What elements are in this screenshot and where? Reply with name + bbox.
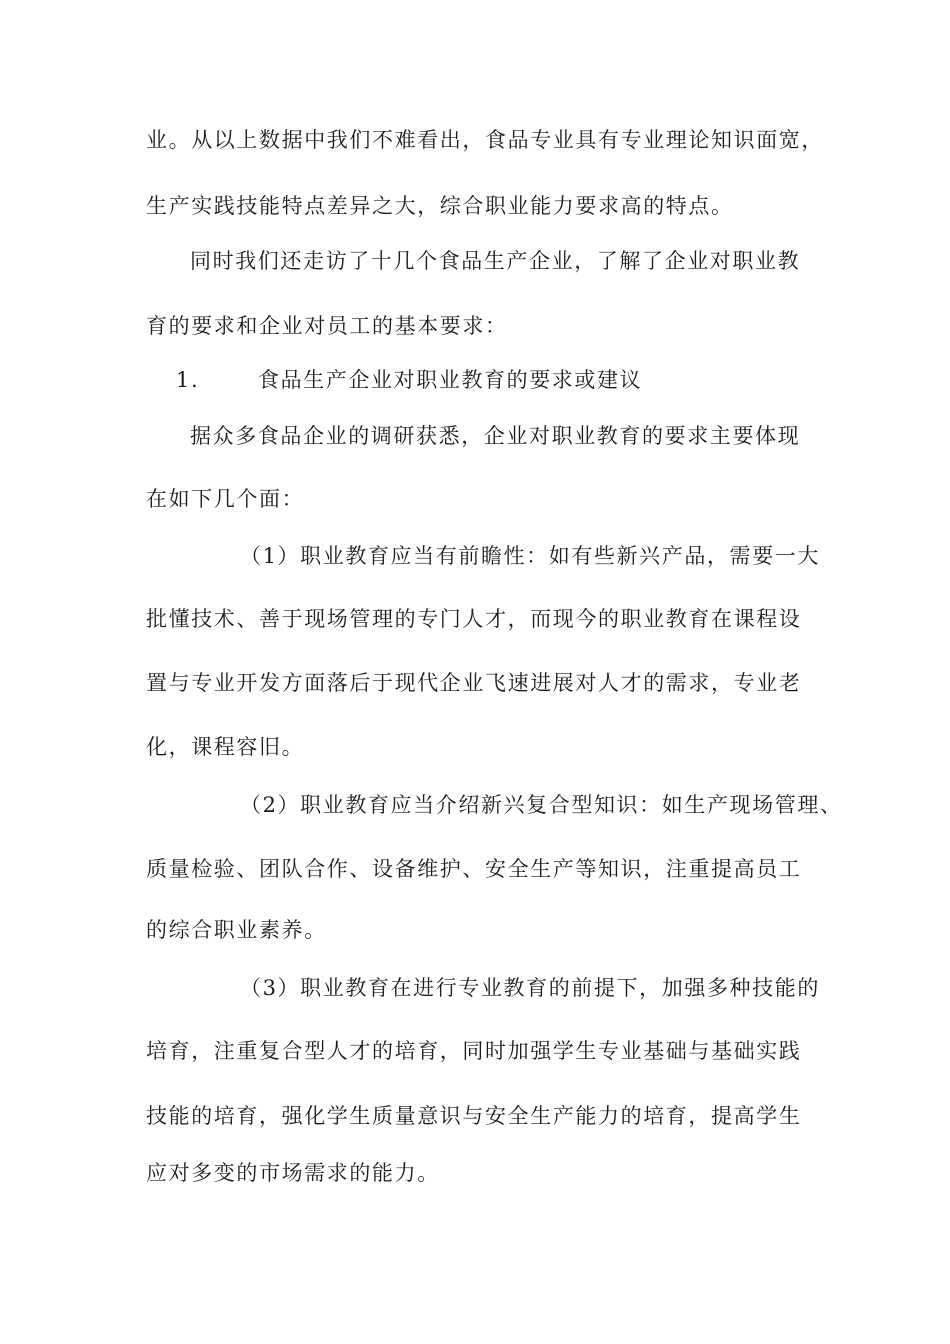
- list-item-line: 质量检验、团队合作、设备维护、安全生产等知识，注重提高员工: [146, 857, 802, 881]
- list-item-line: 置与专业开发方面落后于现代企业飞速进展对人才的需求，专业老: [146, 671, 802, 695]
- list-item-line: （1）职业教育应当有前瞻性：如有些新兴产品，需要一大: [240, 544, 820, 568]
- list-item-line: 培育，注重复合型人才的培育，同时加强学生专业基础与基础实践: [146, 1039, 802, 1063]
- paragraph-line: 业。从以上数据中我们不难看出，食品专业具有专业理论知识面宽，: [146, 128, 824, 152]
- list-item-line: 化，课程容旧。: [146, 735, 305, 759]
- list-item-line: 批懂技术、善于现场管理的专门人才，而现今的职业教育在课程设: [146, 607, 802, 631]
- paragraph-line: 在如下几个面：: [146, 487, 305, 511]
- list-item-line: 的综合职业素养。: [146, 918, 327, 942]
- section-heading: 食品生产企业对职业教育的要求或建议: [258, 368, 643, 392]
- list-item-line: （3）职业教育在进行专业教育的前提下，加强多种技能的: [240, 976, 820, 1000]
- paragraph-line: 据众多食品企业的调研获悉，企业对职业教育的要求主要体现: [190, 424, 801, 448]
- heading-number: 1.: [176, 368, 200, 392]
- list-item-line: （2）职业教育应当介绍新兴复合型知识：如生产现场管理、: [240, 793, 843, 817]
- paragraph-line: 育的要求和企业对员工的基本要求：: [146, 314, 508, 338]
- list-item-line: 应对多变的市场需求的能力。: [146, 1161, 440, 1185]
- list-item-line: 技能的培育，强化学生质量意识与安全生产能力的培育，提高学生: [146, 1104, 802, 1128]
- paragraph-line: 生产实践技能特点差异之大，综合职业能力要求高的特点。: [146, 194, 734, 218]
- paragraph-line: 同时我们还走访了十几个食品生产企业，了解了企业对职业教: [190, 249, 801, 273]
